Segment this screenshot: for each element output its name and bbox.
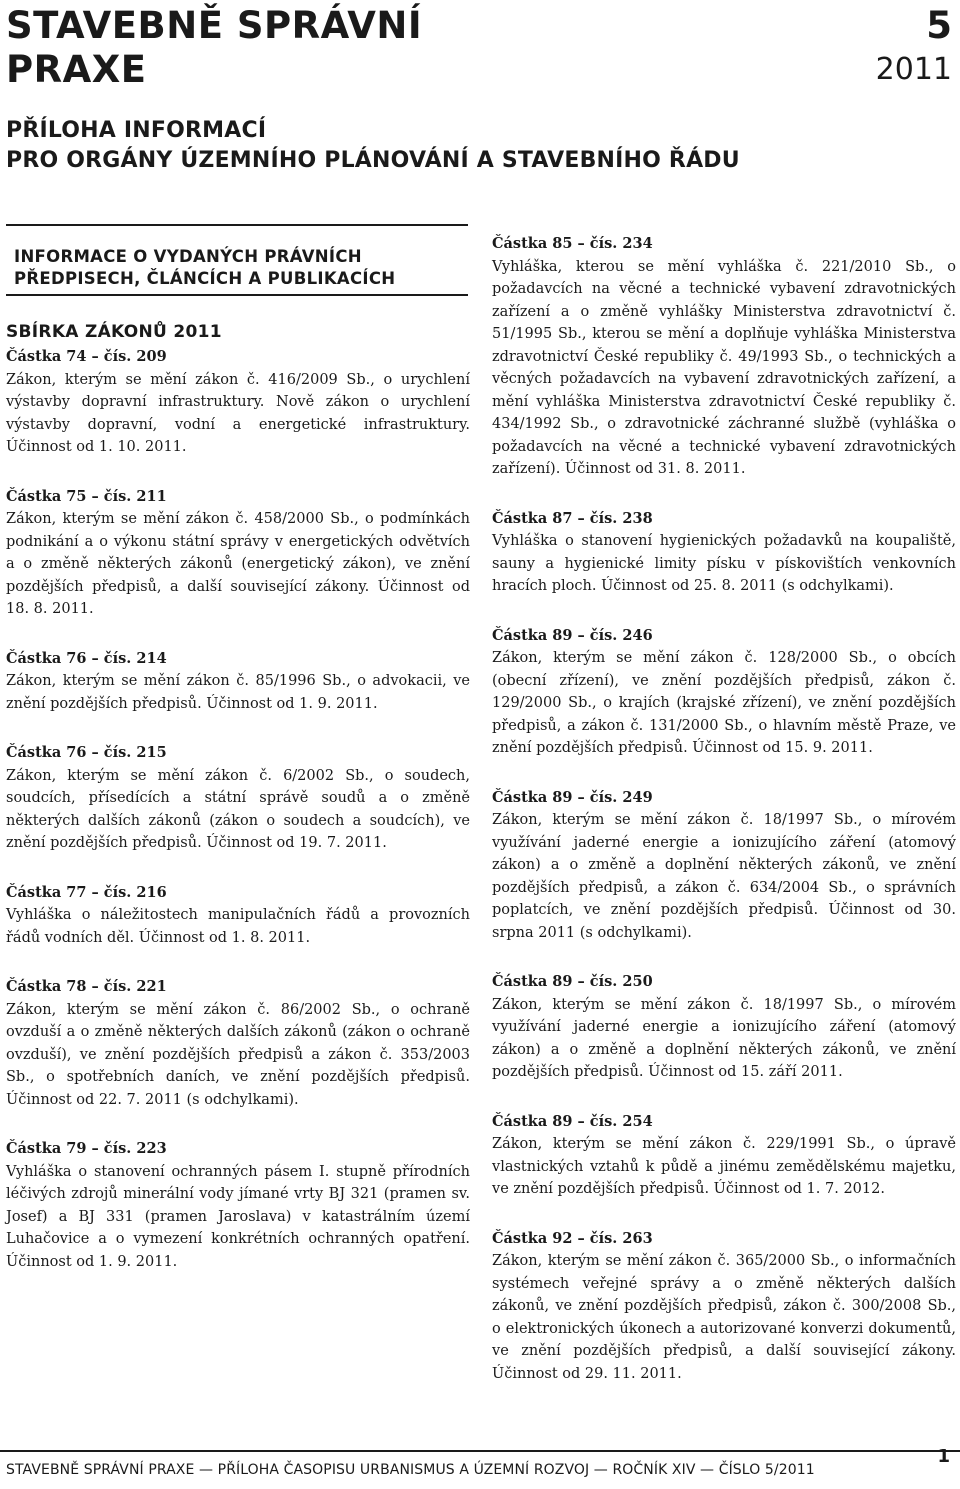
law-entry	[492, 971, 956, 1084]
entry-title: Částka 74 – čís. 209	[6, 348, 167, 365]
entry-text: Zákon, kterým se mění zákon č. 365/2000 Sb., o informačních systémech veřejné správy a o změně některých dalších zákonů, ve znění pozdějších předpisů, zákon č. 300/2008 Sb., o elektronických úkonech a autorizované konverzi dokumentů, ve znění pozdějších předpisů, a další související zákony. Účinnost od 29. 11. 2011.	[492, 1253, 956, 1382]
issue-number: 5	[926, 4, 952, 47]
journal-title	[6, 4, 422, 92]
entry-text: Zákon, kterým se mění zákon č. 86/2002 Sb., o ochraně ovzduší a o změně některých dalších zákonů (zákon o ochraně ovzduší), ve znění pozdějších předpisů a zákon č. 353/2003 Sb., o spotřebních daních, ve znění pozdějších předpisů. Účinnost od 22. 7. 2011 (s odchylkami).	[6, 1001, 470, 1108]
entry-text: Vyhláška, kterou se mění vyhláška č. 221/2010 Sb., o požadavcích na věcné a technické vybavení zdravotnických zařízení a o změně vyhlášky Ministerstva zdravotnictví č. 51/1995 Sb., kterou se mění a doplňuje vyhláška Ministerstva zdravotnictví České republiky č. 49/1993 Sb., o technických a věcných požadavcích na vybavení zdravotnických zařízení, a mění vyhláška Ministerstva zdravotnictví České republiky č. 434/1992 Sb., o zdravotnické záchranné službě (vyhláška o požadavcích na věcné a technické vybavení zdravotnických zařízení). Účinnost od 31. 8. 2011.	[492, 258, 956, 477]
entry-text: Zákon, kterým se mění zákon č. 128/2000 Sb., o obcích (obecní zřízení), ve znění pozdějších předpisů, zákon č. 129/2000 Sb., o krajích (krajské zřízení), ve znění pozdějších předpisů, a zákon č. 131/2000 Sb., o hlavním městě Praze, ve znění pozdějších předpisů. Účinnost od 15. 9. 2011.	[492, 650, 956, 756]
entry-title: Částka 87 – čís. 238	[492, 509, 653, 527]
entry-text: Zákon, kterým se mění zákon č. 18/1997 Sb., o mírovém využívání jaderné energie a ionizujícího záření (atomový zákon) a o změně a doplnění některých zákonů, ve znění pozdějších předpisů, a zákon č. 634/2004 Sb., o správních poplatcích, ve znění pozdějších předpisů. Účinnost od 30. srpna 2011 (s odchylkami).	[492, 812, 956, 941]
entry-title: Částka 85 – čís. 234	[492, 235, 653, 252]
journal-subtitle	[6, 116, 740, 176]
law-entry	[6, 882, 470, 950]
entry-text: Vyhláška o stanovení hygienických požadavků na koupaliště, sauny a hygienické limity písku v pískovištích venkovních hracích ploch. Účinnost od 25. 8. 2011 (s odchylkami).	[492, 533, 956, 594]
law-entry	[6, 976, 470, 1111]
section-heading	[6, 224, 468, 296]
entry-title: Částka 76 – čís. 214	[6, 649, 167, 667]
law-entry	[492, 1228, 956, 1386]
entry-title: Částka 89 – čís. 250	[492, 973, 653, 990]
journal-subtitle-line-1: PŘÍLOHA INFORMACÍ	[6, 118, 267, 143]
section-heading-line-2: PŘEDPISECH, ČLÁNCÍCH A PUBLIKACÍCH	[14, 269, 396, 288]
law-entry	[6, 486, 470, 621]
entry-title: Částka 77 – čís. 216	[6, 883, 167, 901]
entry-title: Částka 89 – čís. 246	[492, 626, 653, 644]
right-column	[492, 233, 956, 1412]
law-entry	[492, 233, 956, 481]
entry-title: Částka 92 – čís. 263	[492, 1229, 653, 1247]
entry-text: Zákon, kterým se mění zákon č. 6/2002 Sb., o soudech, soudcích, přísedících a státní správě soudů a o změně některých dalších zákonů (zákon o soudech a soudcích), ve znění pozdějších předpisů. Účinnost od 19. 7. 2011.	[6, 767, 470, 851]
law-entry	[6, 742, 470, 855]
entry-title: Částka 75 – čís. 211	[6, 487, 167, 505]
law-entry	[492, 508, 956, 598]
entry-text: Zákon, kterým se mění zákon č. 416/2009 Sb., o urychlení výstavby dopravní infrastruktury. Nově zákon o urychlení výstavby dopravní, vodní a energetické infrastruktury. Účinnost od 1. 10. 2011.	[6, 371, 470, 455]
entry-title: Částka 78 – čís. 221	[6, 978, 167, 995]
entry-title: Částka 89 – čís. 254	[492, 1112, 653, 1130]
section-heading-line-1: INFORMACE O VYDANÝCH PRÁVNÍCH	[14, 247, 362, 266]
law-entry	[492, 787, 956, 945]
entry-text: Zákon, kterým se mění zákon č. 229/1991 Sb., o úpravě vlastnických vztahů k půdě a jinému zemědělskému majetku, ve znění pozdějších předpisů. Účinnost od 1. 7. 2012.	[492, 1136, 956, 1197]
entry-text: Vyhláška o náležitostech manipulačních řádů a provozních řádů vodních děl. Účinnost od 1. 8. 2011.	[6, 907, 470, 946]
law-entry	[6, 648, 470, 716]
entry-text: Zákon, kterým se mění zákon č. 85/1996 Sb., o advokacii, ve znění pozdějších předpisů. Účinnost od 1. 9. 2011.	[6, 673, 470, 712]
entry-title: Částka 79 – čís. 223	[6, 1140, 167, 1157]
law-entry	[6, 1138, 470, 1273]
entry-title: Částka 89 – čís. 249	[492, 788, 653, 806]
issue-year: 2011	[875, 52, 952, 87]
entry-title: Částka 76 – čís. 215	[6, 744, 167, 761]
journal-title-line-2: PRAXE	[6, 48, 147, 91]
law-entry	[6, 346, 470, 459]
entry-text: Zákon, kterým se mění zákon č. 458/2000 Sb., o podmínkách podnikání a o výkonu státní správy v energetických odvětvích a o změně některých zákonů (energetický zákon), ve znění pozdějších předpisů, a další související zákony. Účinnost od 18. 8. 2011.	[6, 511, 470, 617]
law-entry	[492, 1111, 956, 1201]
section-subheading: SBÍRKA ZÁKONŮ 2011	[6, 322, 222, 342]
footer-divider	[0, 1450, 960, 1452]
entry-text: Zákon, kterým se mění zákon č. 18/1997 Sb., o mírovém využívání jaderné energie a ionizujícího záření (atomový zákon) a o změně a doplnění některých zákonů, ve znění pozdějších předpisů. Účinnost od 15. září 2011.	[492, 996, 956, 1080]
page-number: 1	[937, 1446, 950, 1467]
journal-title-line-1: STAVEBNĚ SPRÁVNÍ	[6, 4, 423, 47]
entry-text: Vyhláška o stanovení ochranných pásem I. stupně přírodních léčivých zdrojů minerální vody jímané vrty BJ 321 (pramen sv. Josef) a BJ 331 (pramen Jaroslava) v katastrálním území Luhačovice a o vymezení konkrétních ochranných opatření. Účinnost od 1. 9. 2011.	[6, 1163, 470, 1270]
page-footer: STAVEBNĚ SPRÁVNÍ PRAXE — PŘÍLOHA ČASOPISU URBANISMUS A ÚZEMNÍ ROZVOJ — ROČNÍK XIV — ČÍSLO 5/2011	[6, 1462, 815, 1478]
journal-subtitle-line-2: PRO ORGÁNY ÚZEMNÍHO PLÁNOVÁNÍ A STAVEBNÍHO ŘÁDU	[6, 148, 740, 173]
issue-info	[876, 4, 952, 92]
law-entry	[492, 625, 956, 760]
left-column	[6, 346, 470, 1300]
